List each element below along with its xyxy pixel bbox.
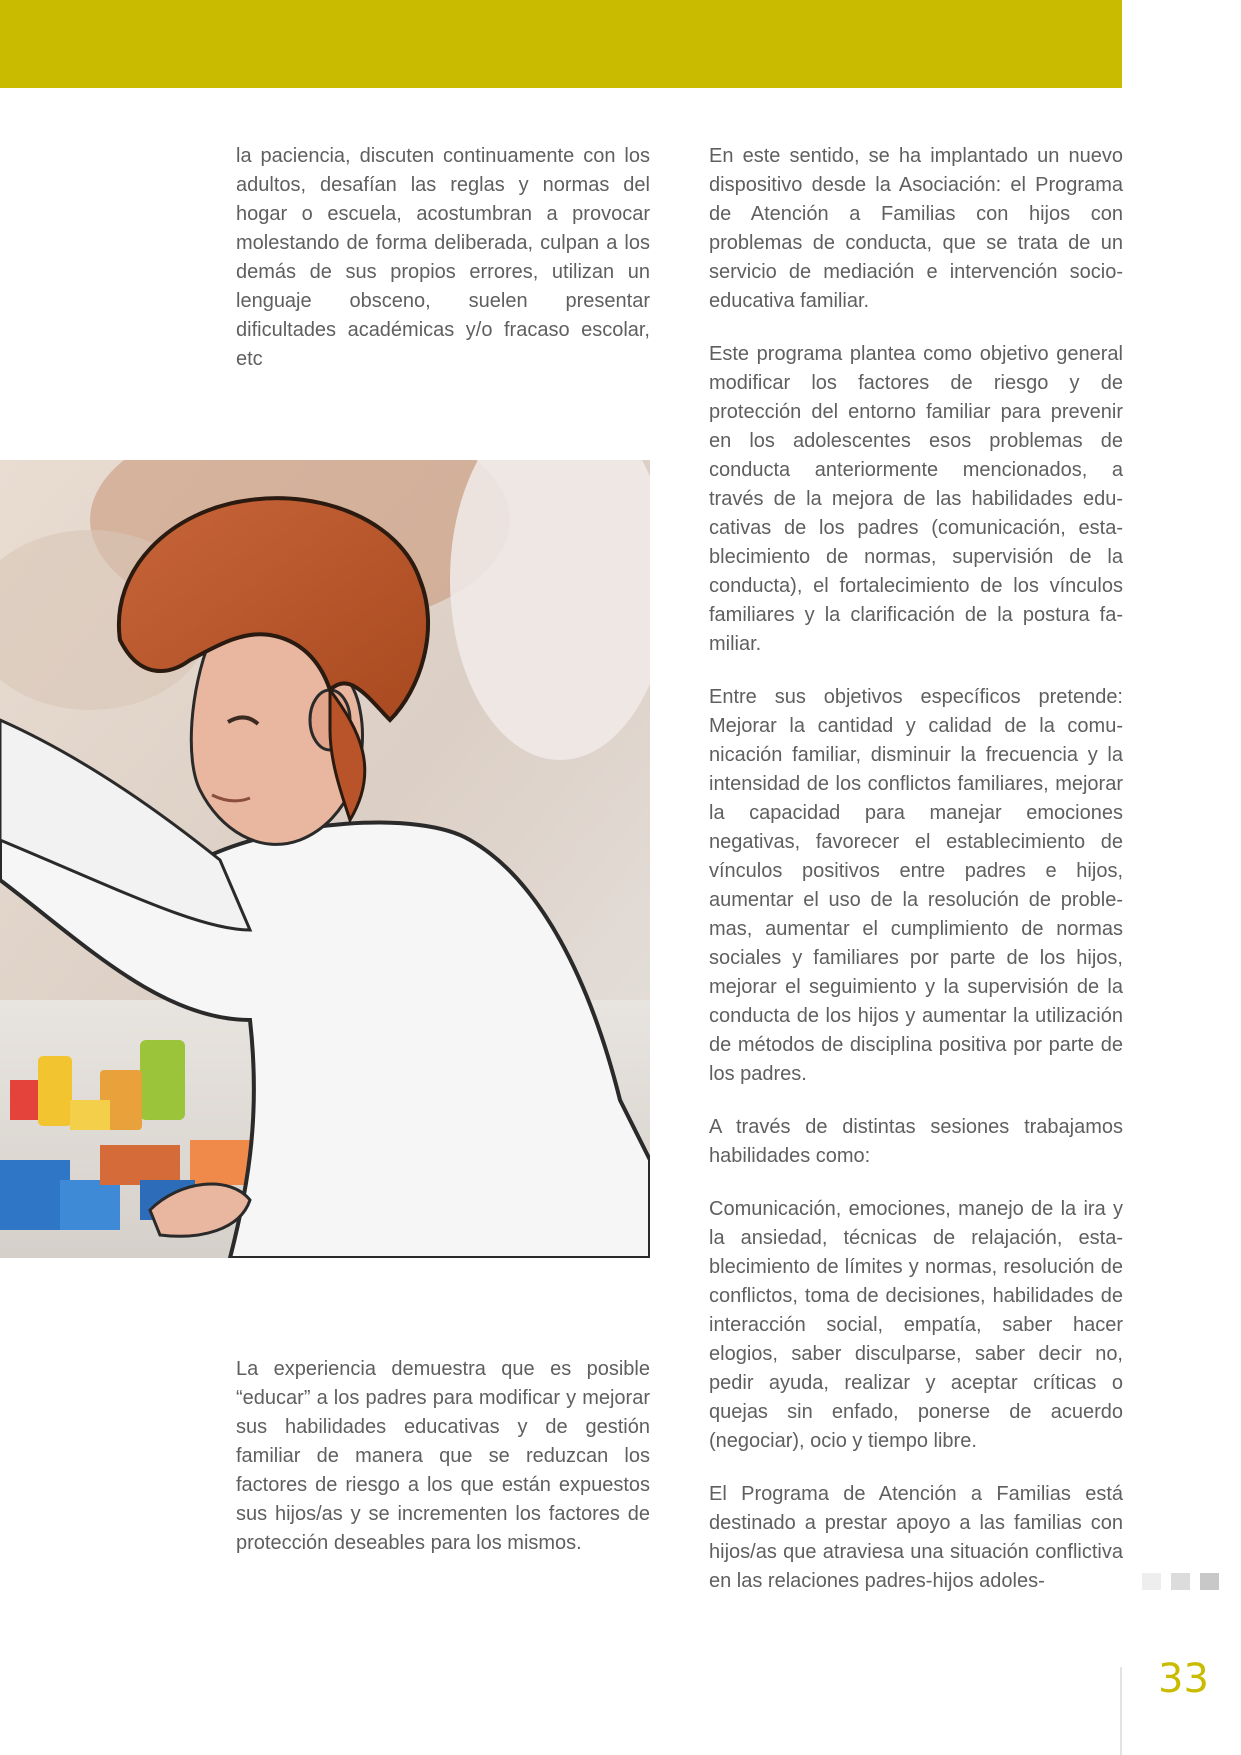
marker-square (1142, 1573, 1161, 1590)
right-paragraph: A través de distintas sesiones trabajamos habilidades como: (709, 1116, 1123, 1167)
child-playing-blocks-illustration (0, 460, 650, 1258)
left-column-bottom-paragraph: La experiencia demuestra que es posible “educar” a los padres para modificar y mejorar sus habilidades educativas y de gestión familiar de manera que se reduzcan los factores de riesgo a los que están expuestos sus hijos/as y se incrementen los factores de protección deseables para los mismos. (236, 1358, 650, 1554)
right-paragraph: Entre sus objetivos específicos pretende: Mejorar la cantidad y calidad de la comunicación familiar, disminuir la frecuencia y la intensidad de los conflictos familiares, mejorar la capacidad para manejar emociones negativas, favorecer el establecimiento de vínculos positivos entre padres e hijos, aumentar el uso de la resolución de problemas, aumentar el cumplimiento de normas sociales y familiares por parte de los hijos, mejorar el seguimiento y la supervisión de la conducta de los hijos y aumentar la utilización de métodos de disciplina positiva por parte de los padres. (709, 686, 1123, 1085)
page-number: 33 (1158, 1656, 1209, 1702)
header-accent-band (0, 0, 1122, 88)
marker-square (1200, 1573, 1219, 1590)
right-paragraph: El Programa de Atención a Familias está destinado a prestar apoyo a las familias con hijos/as que atraviesa una situación conflictiva en las relaciones padres-hijos adoles- (709, 1483, 1123, 1592)
left-column-top-paragraph: la paciencia, discuten continuamente con los adultos, desafían las reglas y normas del hogar o escuela, acostumbran a provocar molestando de forma deliberada, culpan a los demás de sus propios errores, utilizan un lenguaje obsceno, suelen presentar dificultades académicas y/o fracaso escolar, etc (236, 145, 650, 370)
right-column (709, 142, 1123, 1620)
right-paragraph: En este sentido, se ha implantado un nuevo dispositivo desde la Asociación: el Programa de Atención a Familias con hijos con problemas de conducta, que se trata de un servicio de mediación e intervención socioeducativa familiar. (709, 145, 1123, 312)
right-paragraph: Este programa plantea como objetivo general modificar los factores de riesgo y de protección del entorno familiar para prevenir en los adolescentes esos problemas de conducta anteriormente mencionados, a través de la mejora de las habilidades educativas de los padres (comunicación, establecimiento de normas, supervisión de la conducta), el fortalecimiento de los vínculos familiares y la clarificación de la postura familiar. (709, 343, 1123, 655)
marker-square (1171, 1573, 1190, 1590)
page-number-divider (1120, 1667, 1122, 1755)
right-paragraph: Comunicación, emociones, manejo de la ira y la ansiedad, técnicas de relajación, establecimiento de límites y normas, resolución de conflictos, toma de decisiones, habilidades de interacción social, empatía, saber hacer elogios, saber disculparse, saber decir no, pedir ayuda, realizar y aceptar críticas o quejas sin enfado, ponerse de acuerdo (negociar), ocio y tiempo libre. (709, 1198, 1123, 1452)
